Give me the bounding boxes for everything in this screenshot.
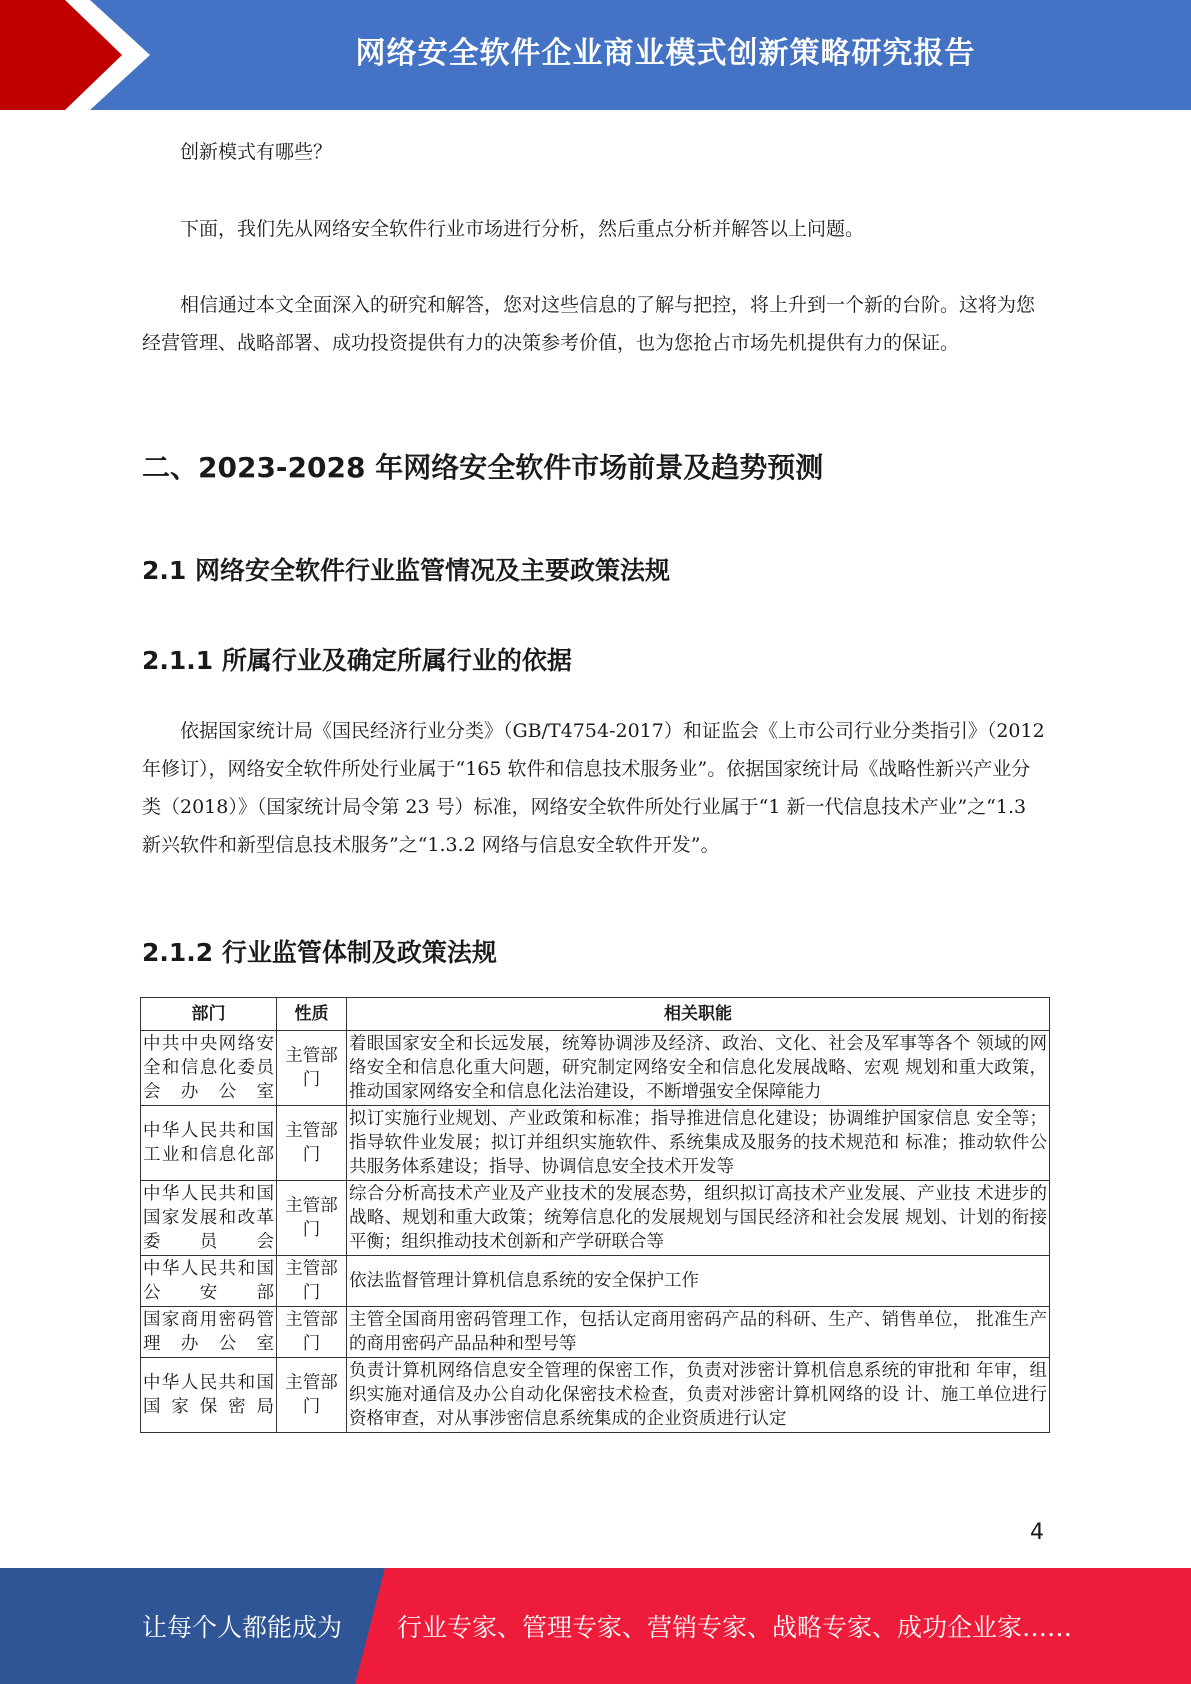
paragraph-1: 创新模式有哪些？ [180,141,333,163]
regulator-table [140,997,1050,1433]
header-title: 网络安全软件企业商业模式创新策略研究报告 [355,36,976,71]
type-cell: 主管部门 [277,1031,347,1106]
subsection-title-2-1-1: 2.1.1 所属行业及确定所属行业的依据 [142,646,572,675]
duties-cell: 依法监督管理计算机信息系统的安全保护工作 [347,1256,1050,1307]
subsection-title-2-1-2: 2.1.2 行业监管体制及政策法规 [142,938,497,967]
table-header-duties: 相关职能 [347,998,1050,1031]
duties-cell: 负责计算机网络信息安全管理的保密工作，负责对涉密计算机信息系统的审批和 年审，组织实施对通信及办公自动化保密技术检查，负责对涉密计算机网络的设 计、施工单位进行资格审查，对从事涉密信息系统集成的企业资质进行认定 [347,1358,1050,1433]
duties-cell: 综合分析高技术产业及产业技术的发展态势，组织拟订高技术产业发展、产业技 术进步的战略、规划和重大政策；统筹信息化的发展规划与国民经济和社会发展 规划、计划的衔接平衡；组织推动技术创新和产学研联合等 [347,1181,1050,1256]
duties-cell: 着眼国家安全和长远发展，统筹协调涉及经济、政治、文化、社会及军事等各个 领域的网络安全和信息化重大问题，研究制定网络安全和信息化发展战略、宏观 规划和重大政策，推动国家网络安全和信息化法治建设，不断增强安全保障能力 [347,1031,1050,1106]
subsection-title-2-1: 2.1 网络安全软件行业监管情况及主要政策法规 [142,556,670,585]
section-title: 二、2023-2028 年网络安全软件市场前景及趋势预测 [142,451,824,484]
header-arrow-shape [0,0,160,110]
paragraph-2: 下面，我们先从网络安全软件行业市场进行分析，然后重点分析并解答以上问题。 [180,218,865,240]
table-row [141,1307,1050,1358]
type-cell: 主管部门 [277,1358,347,1433]
table-row [141,1106,1050,1181]
table-row [141,1181,1050,1256]
footer-slogan-left: 让每个人都能成为 [142,1613,343,1642]
table-header-type: 性质 [277,998,347,1031]
type-cell: 主管部门 [277,1256,347,1307]
dept-cell: 中华人民共和国工业和信息化部 [141,1106,277,1181]
page-footer [0,1568,1191,1684]
paragraph-industry: 依据国家统计局《国民经济行业分类》（GB/T4754-2017）和证监会《上市公司行业分类指引》（2012 年修订），网络安全软件所处行业属于“165 软件和信息技术服务业”。依据国家统计局《战略性新兴产业分类（2018）》（国家统计局令第 23 号）标准，网络安全软件所处行业属于“1 新一代信息技术产业”之“1.3 新兴软件和新型信息技术服务”之“1.3.2 网络与信息安全软件开发”。 [142,720,1045,856]
table-header-row [141,998,1050,1031]
dept-cell: 中共中央网络安全和信息化委员会办公室 [141,1031,277,1106]
type-cell: 主管部门 [277,1307,347,1358]
paragraph-3: 相信通过本文全面深入的研究和解答，您对这些信息的了解与把控，将上升到一个新的台阶。这将为您经营管理、战略部署、成功投资提供有力的决策参考价值，也为您抢占市场先机提供有力的保证。 [142,294,1036,354]
dept-cell: 中华人民共和国国家保密局 [141,1358,277,1433]
page-header [0,0,1191,110]
table-header-dept: 部门 [141,998,277,1031]
table-row [141,1031,1050,1106]
duties-cell: 主管全国商用密码管理工作，包括认定商用密码产品的科研、生产、销售单位， 批准生产的商用密码产品品种和型号等 [347,1307,1050,1358]
footer-slogan-right: 行业专家、管理专家、营销专家、战略专家、成功企业家…… [397,1613,1073,1642]
page-number: 4 [1030,1520,1044,1545]
dept-cell: 国家商用密码管理办公室 [141,1307,277,1358]
type-cell: 主管部门 [277,1106,347,1181]
table-row [141,1358,1050,1433]
type-cell: 主管部门 [277,1181,347,1256]
duties-cell: 拟订实施行业规划、产业政策和标准；指导推进信息化建设；协调维护国家信息 安全等；指导软件业发展；拟订并组织实施软件、系统集成及服务的技术规范和 标准；推动软件公共服务体系建设；指导、协调信息安全技术开发等 [347,1106,1050,1181]
dept-cell: 中华人民共和国国家发展和改革委员会 [141,1181,277,1256]
table-row [141,1256,1050,1307]
dept-cell: 中华人民共和国公安部 [141,1256,277,1307]
